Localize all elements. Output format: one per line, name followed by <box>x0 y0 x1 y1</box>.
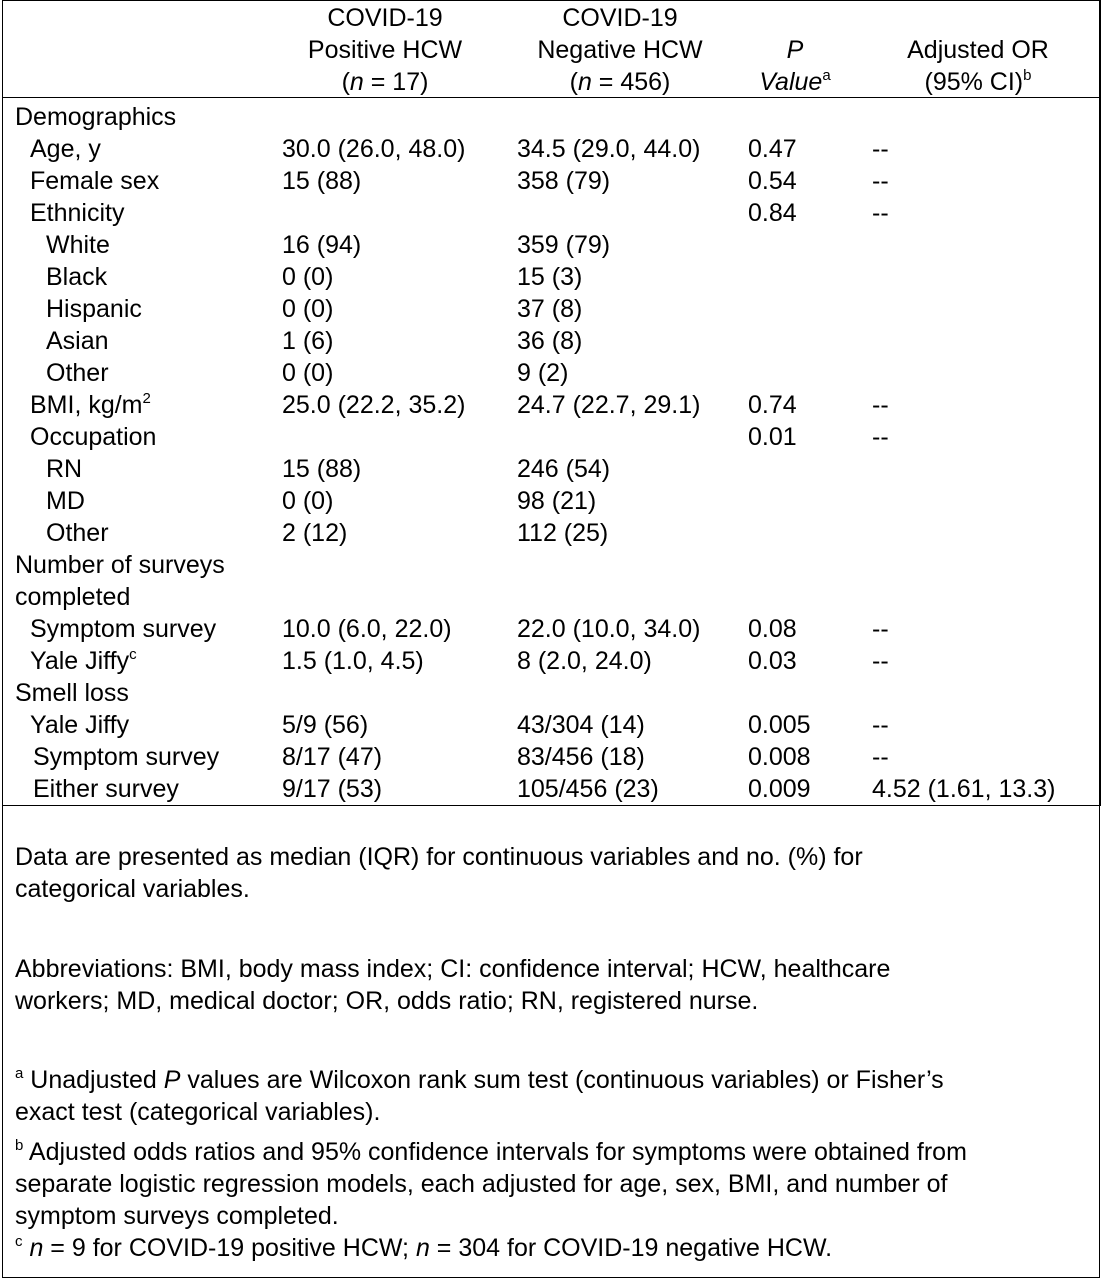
header-or-line1: Adjusted OR <box>907 36 1049 64</box>
row-label-superscript: 2 <box>142 390 151 407</box>
cell-or: -- <box>872 711 889 739</box>
table-row <box>0 709 1104 741</box>
row-label <box>30 389 151 421</box>
row-label-text: RN <box>46 455 83 483</box>
cell-neg: 43/304 (14) <box>517 711 645 739</box>
row-label <box>30 645 137 677</box>
table-row <box>0 357 1104 389</box>
row-label <box>30 613 216 645</box>
cell-pos: 15 (88) <box>282 167 362 195</box>
cell-or: -- <box>872 615 889 643</box>
cell-neg: 359 (79) <box>517 231 611 259</box>
table-row <box>0 741 1104 773</box>
footnote-mark: a <box>822 67 831 84</box>
header-neg-line2: Negative HCW <box>537 36 703 64</box>
cell-neg: 83/456 (18) <box>517 743 645 771</box>
row-label <box>46 325 109 357</box>
row-label-text: Hispanic <box>46 295 142 323</box>
cell-pos: 10.0 (6.0, 22.0) <box>282 615 452 643</box>
data-note <box>15 841 1095 905</box>
cell-neg: 37 (8) <box>517 295 583 323</box>
cell-neg: 36 (8) <box>517 327 583 355</box>
footnote-text: separate logistic regression models, each adjusted for age, sex, BMI, and number of <box>15 1170 948 1198</box>
row-label-text: Other <box>46 359 109 387</box>
cell-neg: 9 (2) <box>517 359 569 387</box>
cell-neg: 112 (25) <box>517 519 609 547</box>
cell-p: 0.47 <box>748 135 797 163</box>
cell-pos: 1.5 (1.0, 4.5) <box>282 647 424 675</box>
table-row <box>0 197 1104 229</box>
row-label <box>46 517 109 549</box>
row-label-text: Occupation <box>30 423 157 451</box>
row-label <box>46 229 110 261</box>
cell-p: 0.54 <box>748 167 797 195</box>
cell-pos: 0 (0) <box>282 263 334 291</box>
table-bottom-border <box>2 805 1100 806</box>
italic-n: n <box>577 68 592 96</box>
row-label-superscript: c <box>129 646 137 663</box>
row-label <box>30 197 124 229</box>
cell-or: 4.52 (1.61, 13.3) <box>872 775 1056 803</box>
cell-pos: 0 (0) <box>282 295 334 323</box>
row-label-text: Number of surveys <box>15 551 225 579</box>
cell-pos: 9/17 (53) <box>282 775 383 803</box>
header-covid-negative <box>505 2 735 98</box>
cell-pos: 2 (12) <box>282 519 348 547</box>
table-row <box>0 453 1104 485</box>
row-label-text: BMI, kg/m <box>30 391 143 419</box>
row-label-text: Female sex <box>30 167 160 195</box>
header-or-line2: (95% CI) <box>924 68 1024 96</box>
cell-pos: 5/9 (56) <box>282 711 369 739</box>
cell-pos: 16 (94) <box>282 231 362 259</box>
row-label <box>46 357 109 389</box>
table-row <box>0 325 1104 357</box>
row-label-text: MD <box>46 487 85 515</box>
cell-or: -- <box>872 199 889 227</box>
header-covid-positive <box>270 2 500 98</box>
table-row <box>0 101 1104 133</box>
table-row <box>0 293 1104 325</box>
header-p-line2: Value <box>759 68 823 96</box>
footnote-italic: P <box>163 1066 181 1094</box>
footnote-text: = 9 for COVID-19 positive HCW; <box>43 1234 416 1262</box>
table-row <box>0 677 1104 709</box>
cell-p: 0.005 <box>748 711 811 739</box>
table-row <box>0 581 1104 613</box>
abbreviations-line2: workers; MD, medical doctor; OR, odds ratio; RN, registered nurse. <box>15 987 759 1015</box>
row-label <box>15 677 129 709</box>
cell-or: -- <box>872 743 889 771</box>
row-label-text: Smell loss <box>15 679 129 707</box>
cell-or: -- <box>872 647 889 675</box>
row-label <box>30 421 156 453</box>
row-label <box>30 165 159 197</box>
table-row <box>0 613 1104 645</box>
footnote-a <box>15 1064 1100 1128</box>
cell-pos: 0 (0) <box>282 359 334 387</box>
cell-pos: 8/17 (47) <box>282 743 383 771</box>
footnote-mark: b <box>1023 67 1032 84</box>
row-label <box>30 133 101 165</box>
header-p-value <box>740 34 850 98</box>
cell-p: 0.08 <box>748 615 797 643</box>
header-pos-line1: COVID-19 <box>327 4 443 32</box>
abbreviations-note <box>15 953 1095 1017</box>
footnote-text: exact test (categorical variables). <box>15 1098 381 1126</box>
table-row <box>0 229 1104 261</box>
row-label-text: Ethnicity <box>30 199 125 227</box>
header-pos-n: (n = 17) <box>341 68 429 96</box>
footnote-text: symptom surveys completed. <box>15 1202 339 1230</box>
cell-or: -- <box>872 423 889 451</box>
row-label-text: Age, y <box>30 135 101 163</box>
footnote-mark: c <box>15 1233 23 1250</box>
cell-p: 0.84 <box>748 199 797 227</box>
table-row <box>0 421 1104 453</box>
cell-pos: 30.0 (26.0, 48.0) <box>282 135 466 163</box>
row-label <box>15 581 130 613</box>
cell-or: -- <box>872 167 889 195</box>
header-pos-line2: Positive HCW <box>307 36 463 64</box>
n-value: = 17) <box>363 68 429 96</box>
row-label <box>30 709 129 741</box>
cell-pos: 0 (0) <box>282 487 334 515</box>
row-label <box>46 453 82 485</box>
table-row <box>0 549 1104 581</box>
cell-or: -- <box>872 391 889 419</box>
row-label-text: Yale Jiffy <box>30 711 130 739</box>
row-label-text: White <box>46 231 110 259</box>
row-label <box>46 485 85 517</box>
cell-p: 0.01 <box>748 423 797 451</box>
footnote-b <box>15 1136 1100 1232</box>
italic-n: n <box>349 68 364 96</box>
footnote-italic: n <box>415 1234 430 1262</box>
footnote-text: = 304 for COVID-19 negative HCW. <box>429 1234 833 1262</box>
header-adjusted-or <box>868 34 1088 98</box>
row-label <box>46 261 107 293</box>
cell-pos: 25.0 (22.2, 35.2) <box>282 391 466 419</box>
footnote-text: values are Wilcoxon rank sum test (continuous variables) or Fisher’s <box>180 1066 944 1094</box>
cell-p: 0.008 <box>748 743 811 771</box>
n-value: = 456) <box>591 68 671 96</box>
cell-p: 0.74 <box>748 391 797 419</box>
row-label-text: Yale Jiffy <box>30 647 130 675</box>
cell-p: 0.03 <box>748 647 797 675</box>
table-row <box>0 517 1104 549</box>
cell-neg: 22.0 (10.0, 34.0) <box>517 615 701 643</box>
cell-pos: 15 (88) <box>282 455 362 483</box>
cell-neg: 24.7 (22.7, 29.1) <box>517 391 701 419</box>
footnote-italic: n <box>29 1234 44 1262</box>
row-label <box>15 101 176 133</box>
table-row <box>0 645 1104 677</box>
cell-neg: 105/456 (23) <box>517 775 659 803</box>
cell-neg: 8 (2.0, 24.0) <box>517 647 652 675</box>
cell-neg: 246 (54) <box>517 455 611 483</box>
cell-neg: 15 (3) <box>517 263 583 291</box>
footnote-mark: b <box>15 1137 24 1154</box>
row-label-text: Other <box>46 519 109 547</box>
cell-pos: 1 (6) <box>282 327 334 355</box>
row-label <box>33 773 179 805</box>
row-label <box>46 293 142 325</box>
header-p-line1: P <box>786 36 804 64</box>
table-row <box>0 485 1104 517</box>
table-row <box>0 165 1104 197</box>
data-note-line1: Data are presented as median (IQR) for continuous variables and no. (%) for <box>15 843 863 871</box>
cell-neg: 34.5 (29.0, 44.0) <box>517 135 701 163</box>
footnote-text: Unadjusted <box>23 1066 164 1094</box>
data-note-line2: categorical variables. <box>15 875 250 903</box>
row-label <box>33 741 219 773</box>
header-neg-line1: COVID-19 <box>562 4 678 32</box>
cell-neg: 98 (21) <box>517 487 597 515</box>
row-label-text: Black <box>46 263 108 291</box>
table-row <box>0 133 1104 165</box>
row-label <box>15 549 225 581</box>
table-row <box>0 389 1104 421</box>
row-label-text: Asian <box>46 327 109 355</box>
row-label-text: Symptom survey <box>33 743 220 771</box>
header-neg-n: (n = 456) <box>569 68 671 96</box>
row-label-text: completed <box>15 583 131 611</box>
cell-p: 0.009 <box>748 775 811 803</box>
table-row <box>0 261 1104 293</box>
abbreviations-line1: Abbreviations: BMI, body mass index; CI: confidence interval; HCW, healthcare <box>15 955 891 983</box>
cell-neg: 358 (79) <box>517 167 611 195</box>
cell-or: -- <box>872 135 889 163</box>
row-label-text: Symptom survey <box>30 615 217 643</box>
table-row <box>0 773 1104 805</box>
footnote-text: Adjusted odds ratios and 95% confidence intervals for symptoms were obtained from <box>23 1138 967 1166</box>
row-label-text: Demographics <box>15 103 177 131</box>
row-label-text: Either survey <box>33 775 179 803</box>
footnote-mark: a <box>15 1065 24 1082</box>
footnote-c <box>15 1232 1100 1264</box>
